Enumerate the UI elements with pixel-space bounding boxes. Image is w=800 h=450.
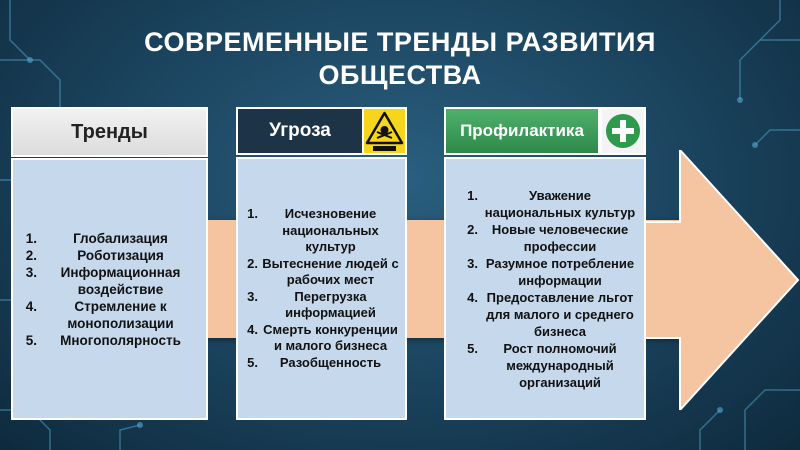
trends-header-label: Тренды [71,120,148,143]
list-item: 5. Рост полномочий международный организаций [467,340,617,390]
trends-list-box [11,158,208,420]
list-item: 4. Предоставление льгот для малого и среднего бизнеса [467,289,634,339]
threat-list-box [236,157,407,420]
threat-header [236,107,364,155]
list-item: 1. Исчезновение национальных культур [247,206,379,254]
threat-header-label: Угроза [269,120,331,141]
page-title [0,26,800,92]
title-line-1: СОВРЕМЕННЫЕ ТРЕНДЫ РАЗВИТИЯ [144,27,656,57]
list-item: 1. Уважение национальных культур [467,187,636,220]
list-item: 4. Смерть конкуренции и малого бизнеса [247,321,398,353]
list-item: 2. Новые человеческие профессии [467,221,629,254]
prevention-list-box [444,157,646,420]
prevention-header-label: Профилактика [460,121,584,140]
prevention-list [446,187,644,391]
list-item: 4. Стремление к монополизации [25,298,174,331]
list-item: 2. Роботизация [25,247,164,263]
list-item: 2. Вытеснение людей с рабочих мест [247,255,399,287]
list-item: 3. Перегрузка информацией [247,288,376,320]
list-item: 1. Глобализация [25,230,168,246]
trends-list [13,230,206,349]
list-item: 5. Многополярность [25,332,181,348]
threat-list [238,206,405,371]
prevention-header [444,107,600,155]
title-line-2: ОБЩЕСТВА [318,60,482,90]
list-item: 3. Информационная воздействие [25,264,181,297]
list-item: 5. Разобщенность [247,354,382,370]
list-item: 3. Разумное потребление информации [467,255,635,288]
first-aid-plus-icon [600,107,646,155]
toxic-hazard-icon [362,107,407,155]
trends-header [11,107,208,157]
